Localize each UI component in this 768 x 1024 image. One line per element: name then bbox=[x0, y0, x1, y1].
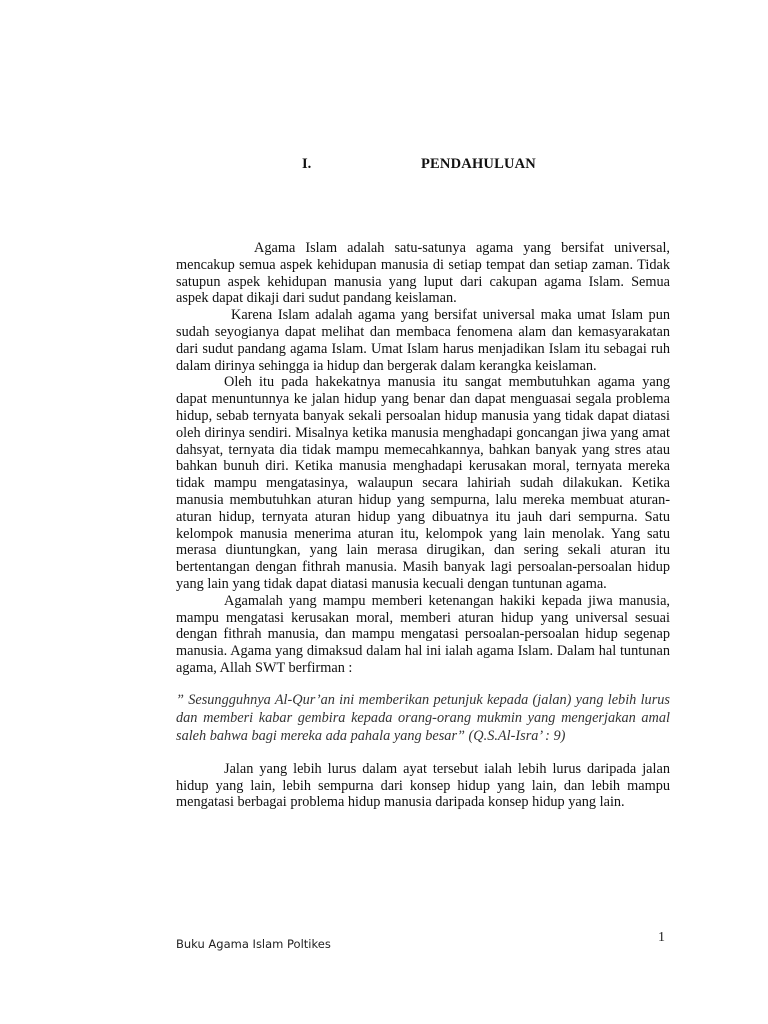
body-text bbox=[176, 240, 670, 811]
page-number: 1 bbox=[658, 930, 665, 945]
chapter-title: PENDAHULUAN bbox=[421, 156, 536, 172]
chapter-heading bbox=[0, 156, 768, 176]
paragraph: Oleh itu pada hakekatnya manusia itu sangat membutuhkan agama yang dapat menuntunnya ke jalan hidup yang benar dan dapat menguasai segala problema hidup, sebab ternyata banyak sekali persoalan hidup manusia yang tidak dapat diatasi oleh dirinya sendiri. Misalnya ketika manusia menghadapi goncangan jiwa yang amat dahsyat, ternyata dia tidak mampu memecahkannya, bahkan banyak yang stres atau bahkan bunuh diri. Ketika manusia menghadapi kerusakan moral, ternyata mereka tidak mampu mengatasinya, walaupun secara lahiriah sudah dilakukan. Ketika manusia membutuhkan aturan hidup yang sempurna, lalu mereka membuat aturan-aturan hidup, ternyata aturan hidup yang dibuatnya itu jauh dari sempurna. Satu kelompok manusia menerima aturan itu, kelompok yang lain menolak. Yang satu merasa diuntungkan, yang lain merasa dirugikan, dan sering sekali aturan itu bertentangan dengan fithrah manusia. Masih banyak lagi persoalan-persoalan hidup yang lain yang tidak dapat diatasi manusia kecuali dengan tuntunan agama. bbox=[176, 374, 670, 592]
paragraph: Karena Islam adalah agama yang bersifat universal maka umat Islam pun sudah seyogianya dapat melihat dan membaca fenomena alam dan kemasyarakatan dari sudut pandang agama Islam. Umat Islam harus menjadikan Islam itu sebagai ruh dalam dirinya sehingga ia hidup dan bergerak dalam kerangka keislaman. bbox=[176, 307, 670, 374]
paragraph: Agama Islam adalah satu-satunya agama yang bersifat universal, mencakup semua aspek kehidupan manusia di setiap tempat dan setiap zaman. Tidak satupun aspek kehidupan manusia yang luput dari cakupan agama Islam. Semua aspek dapat dikaji dari sudut pandang keislaman. bbox=[176, 240, 670, 307]
paragraph: Jalan yang lebih lurus dalam ayat tersebut ialah lebih lurus daripada jalan hidup yang lain, lebih sempurna dari konsep hidup yang lain, dan lebih mampu mengatasi berbagai problema hidup manusia daripada konsep hidup yang lain. bbox=[176, 760, 670, 811]
quran-quote: ” Sesungguhnya Al-Qur’an ini memberikan petunjuk kepada (jalan) yang lebih lurus dan memberi kabar gembira kepada orang-orang mukmin yang mengerjakan amal saleh bahwa bagi mereka ada pahala yang besar” (Q.S.Al-Isra’ : 9) bbox=[176, 691, 670, 744]
chapter-number: I. bbox=[302, 156, 312, 172]
paragraph: Agamalah yang mampu memberi ketenangan hakiki kepada jiwa manusia, mampu mengatasi kerusakan moral, memberi aturan hidup yang universal sesuai dengan fithrah manusia, dan mampu mengatasi persoalan-persoalan hidup segenap manusia. Agama yang dimaksud dalam hal ini ialah agama Islam. Dalam hal tuntunan agama, Allah SWT berfirman : bbox=[176, 592, 670, 676]
footer-title: Buku Agama Islam Poltikes bbox=[176, 937, 331, 951]
